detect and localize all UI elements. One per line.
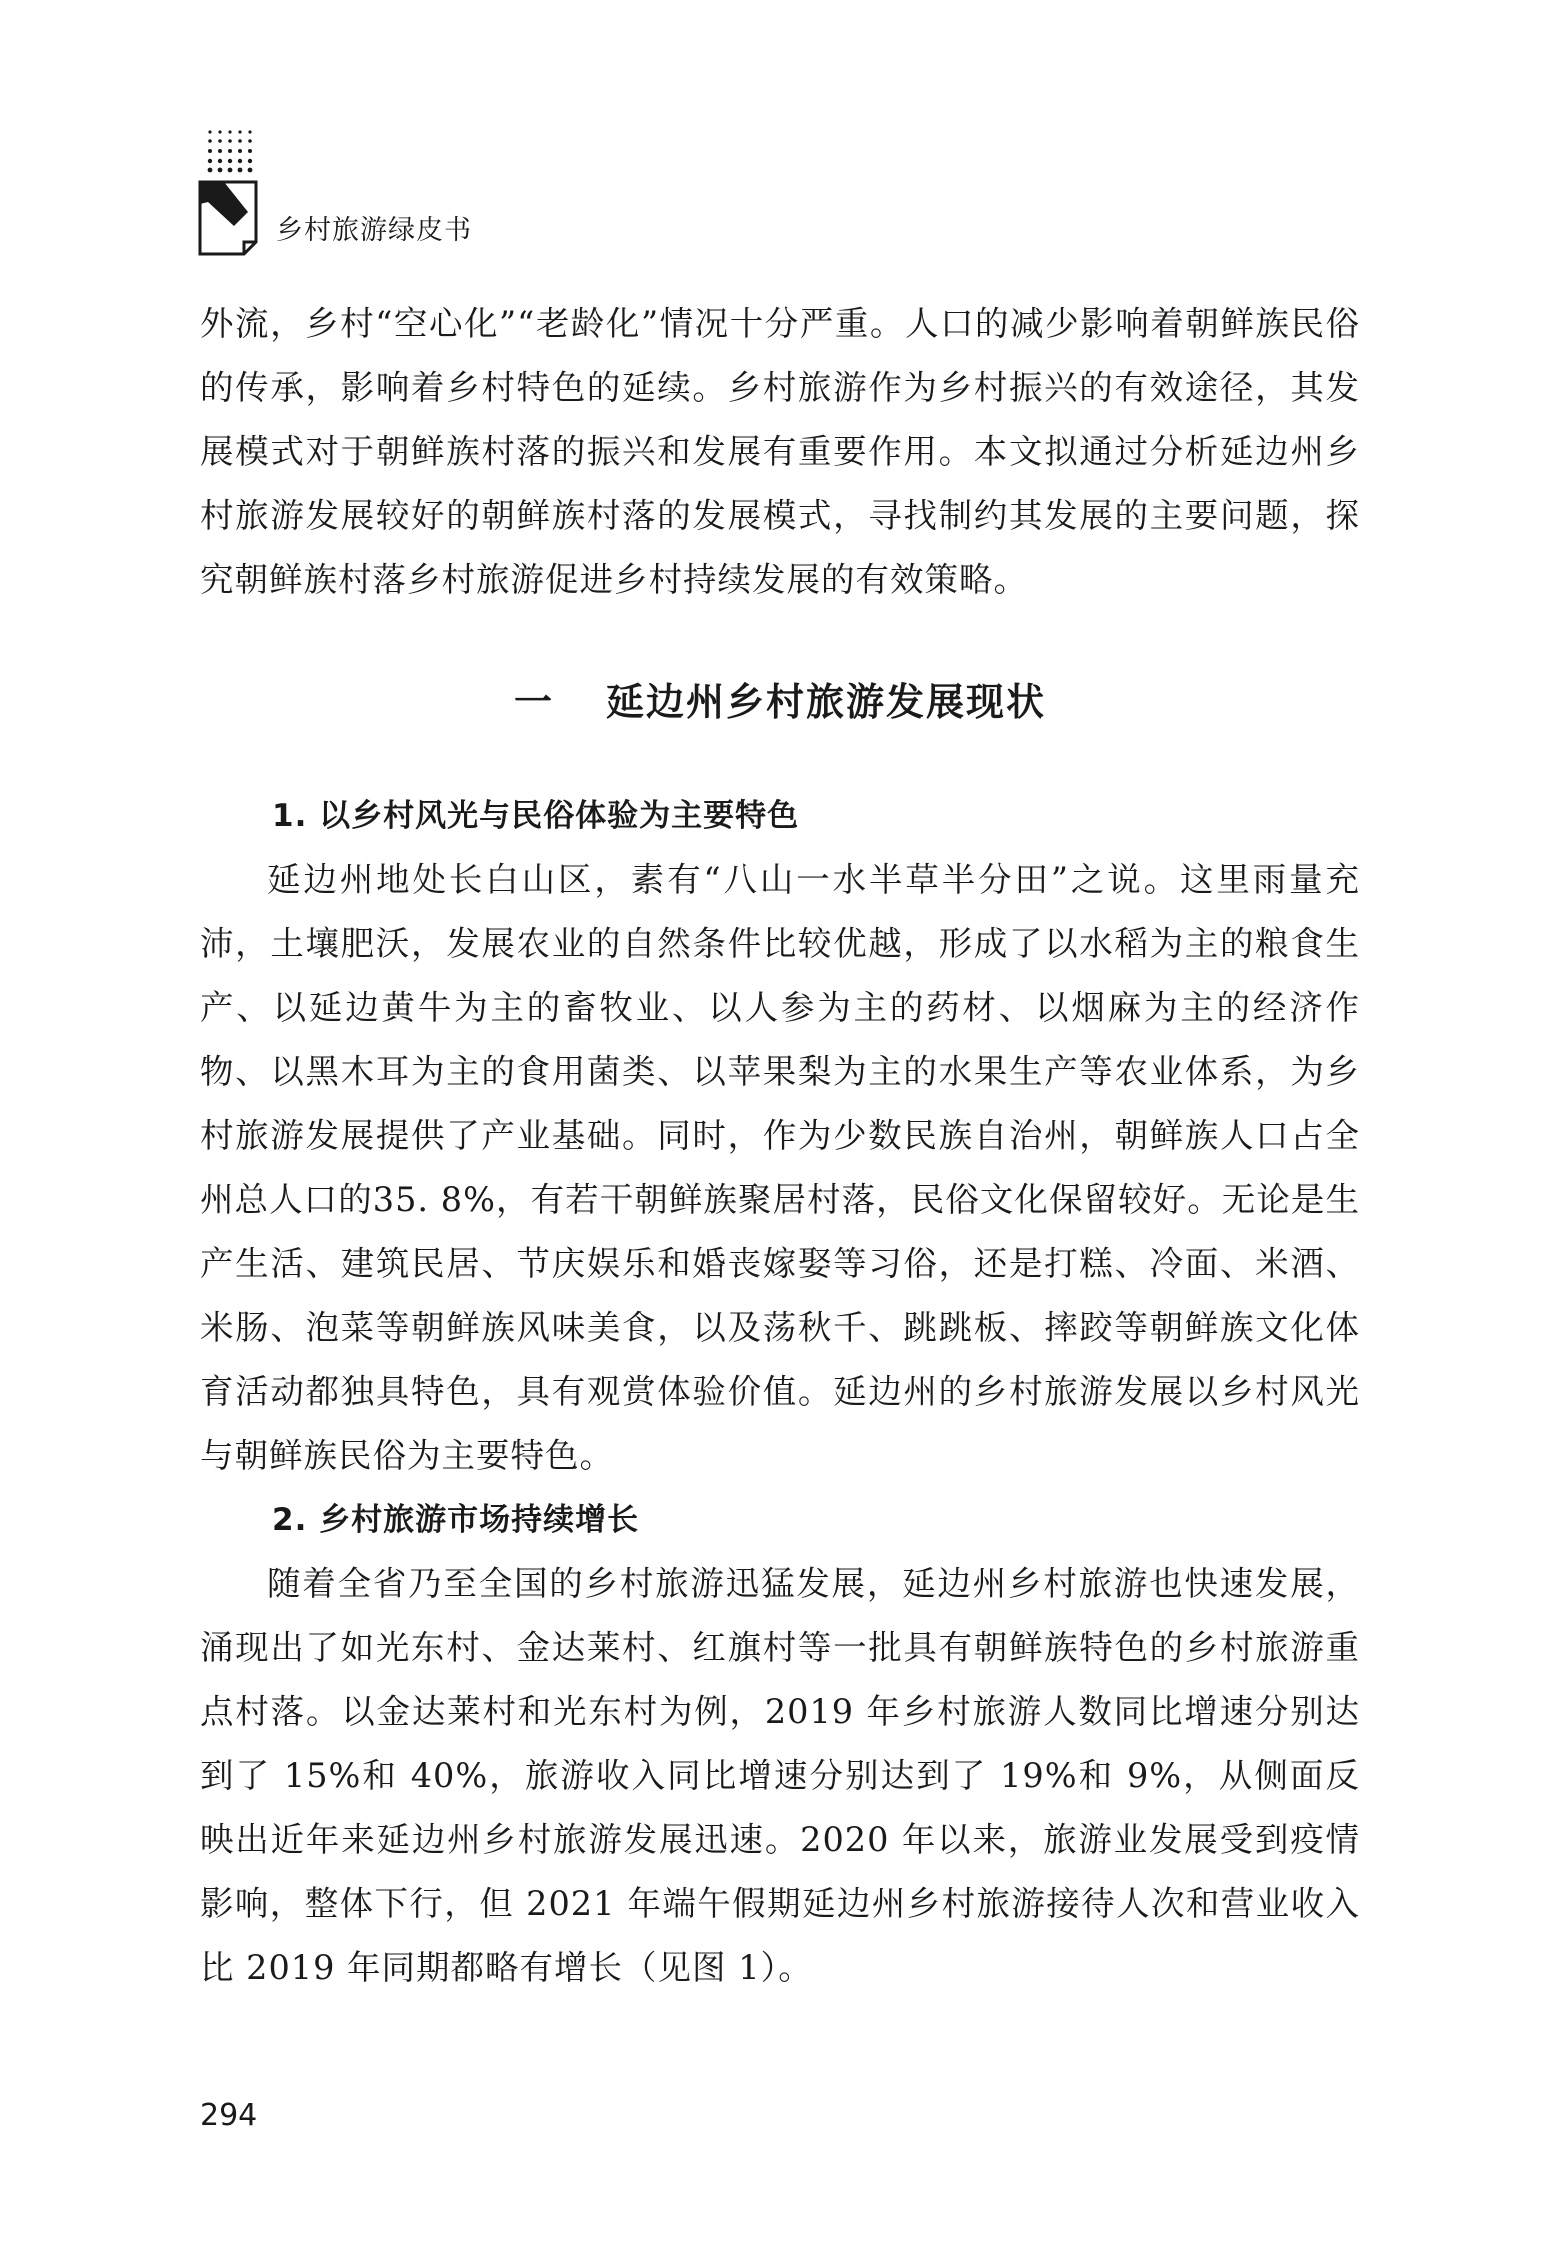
book-icon [196,178,260,258]
dots-grid-icon [206,128,254,174]
intro-paragraph: 外流，乡村“空心化”“老龄化”情况十分严重。人口的减少影响着朝鲜族民俗的传承，影响着乡村特色的延续。乡村旅游作为乡村振兴的有效途径，其发展模式对于朝鲜族村落的振兴和发展有重要作用。本文拟通过分析延边州乡村旅游发展较好的朝鲜族村落的发展模式，寻找制约其发展的主要问题，探究朝鲜族村落乡村旅游促进乡村持续发展的有效策略。 [200,304,1360,599]
subsection-paragraph-1: 延边州地处长白山区，素有“八山一水半草半分田”之说。这里雨量充沛，土壤肥沃，发展农业的自然条件比较优越，形成了以水稻为主的粮食生产、以延边黄牛为主的畜牧业、以人参为主的药材、以烟麻为主的经济作物、以黑木耳为主的食用菌类、以苹果梨为主的水果生产等农业体系，为乡村旅游发展提供了产业基础。同时，作为少数民族自治州，朝鲜族人口占全州总人口的35. 8%，有若干朝鲜族聚居村落，民俗文化保留较好。无论是生产生活、建筑民居、节庆娱乐和婚丧嫁娶等习俗，还是打糕、冷面、米酒、米肠、泡菜等朝鲜族风味美食，以及荡秋千、跳跳板、摔跤等朝鲜族文化体育活动都独具特色，具有观赏体验价值。延边州的乡村旅游发展以乡村风光与朝鲜族民俗为主要特色。 [200,860,1360,1475]
subsection-heading-2: 2. 乡村旅游市场持续增长 [272,1502,640,1538]
page-body [200,292,1360,2000]
series-title: 乡村旅游绿皮书 [276,215,472,246]
section-title: 延边州乡村旅游发展现状 [606,680,1047,724]
page-number: 294 [200,2098,258,2133]
running-header [196,128,616,260]
section-heading [200,672,1360,732]
subsection-heading-1: 1. 以乡村风光与民俗体验为主要特色 [272,798,800,834]
section-number: 一 [513,680,554,724]
subsection-paragraph-2: 随着全省乃至全国的乡村旅游迅猛发展，延边州乡村旅游也快速发展，涌现出了如光东村、金达莱村、红旗村等一批具有朝鲜族特色的乡村旅游重点村落。以金达莱村和光东村为例，2019 年乡村旅游人数同比增速分别达到了 15%和 40%，旅游收入同比增速分别达到了 19%和 9%，从侧面反映出近年来延边州乡村旅游发展迅速。2020 年以来，旅游业发展受到疫情影响，整体下行，但 2021 年端午假期延边州乡村旅游接待人次和营业收入比 2019 年同期都略有增长（见图 1）。 [200,1564,1360,1987]
